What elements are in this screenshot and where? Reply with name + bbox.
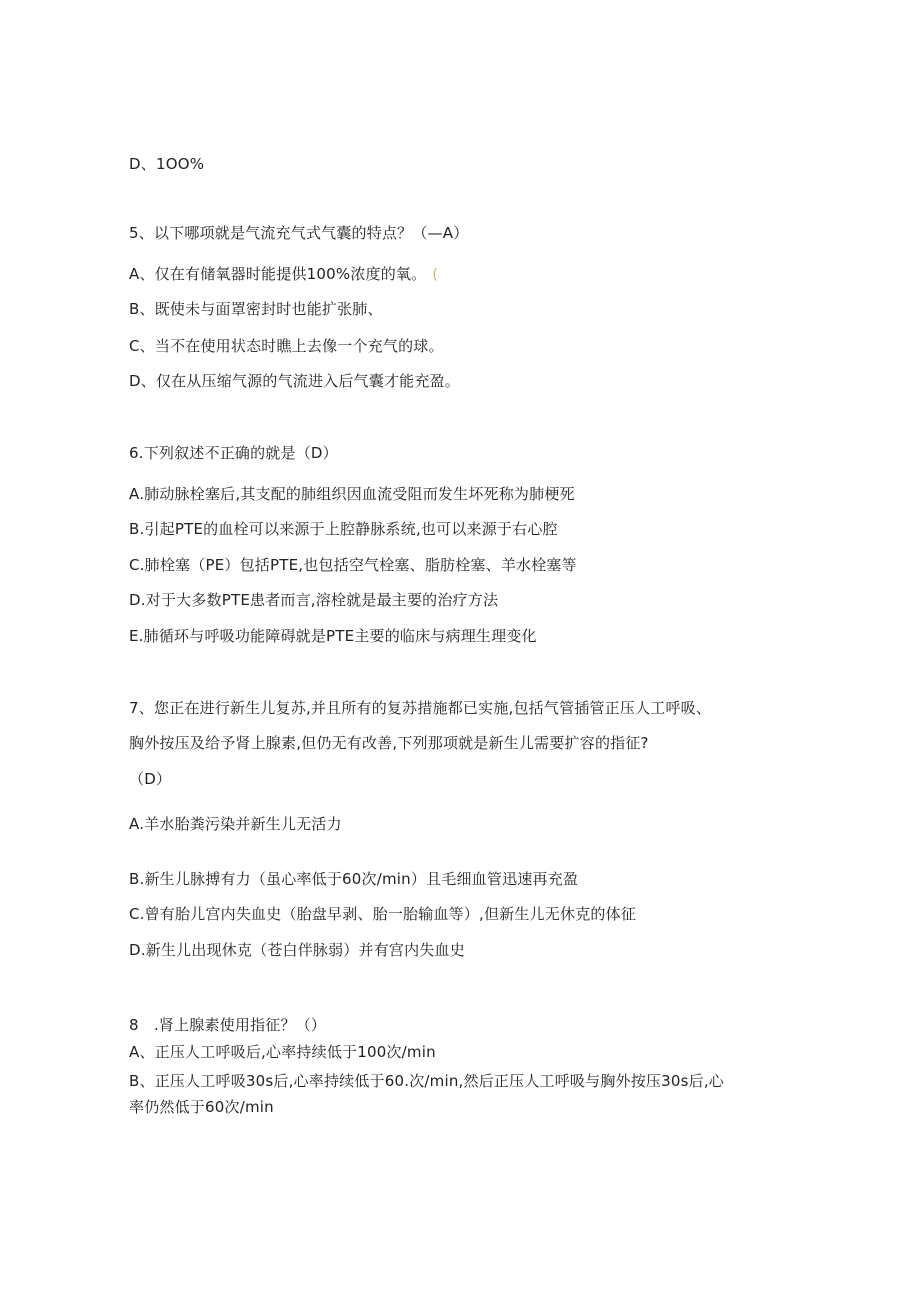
q7-question-line-1: 7、您正在进行新生儿复苏,并且所有的复苏措施都已实施,包括气管插管正压人工呼吸、: [129, 699, 712, 717]
q4-option-d: D、1OO%: [129, 155, 205, 173]
q7-option-a: A.羊水胎粪污染并新生儿无活力: [129, 815, 342, 833]
q8-question: 8 .肾上腺素使用指征？（）: [129, 1016, 327, 1034]
q5-option-d: D、仅在从压缩气源的气流进入后气囊才能充盈。: [129, 372, 460, 390]
q6-question: 6.下列叙述不正确的就是（D）: [129, 444, 338, 462]
q7-option-b: B.新生儿脉搏有力（虽心率低于60次/min）且毛细血管迅速再充盈: [129, 870, 579, 888]
q8-option-b-line-2: 率仍然低于60次/min: [129, 1098, 274, 1116]
q7-option-c: C.曾有胎儿宫内失血史（胎盘早剥、胎一胎输血等）,但新生儿无休克的体征: [129, 905, 637, 923]
q6-option-e: E.肺循环与呼吸功能障碍就是PTE主要的临床与病理生理变化: [129, 627, 537, 645]
q6-option-c: C.肺栓塞（PE）包括PTE,也包括空气栓塞、脂肪栓塞、羊水栓塞等: [129, 556, 577, 574]
q7-question-line-2: 胸外按压及给予肾上腺素,但仍无有改善,下列那项就是新生儿需要扩容的指征?: [129, 734, 649, 752]
q5-question: 5、以下哪项就是气流充气式气囊的特点？（—A）: [129, 224, 469, 242]
q8-option-b-line-1: B、正压人工呼吸30s后,心率持续低于60.次/min,然后正压人工呼吸与胸外按压30s后,心: [129, 1072, 724, 1090]
q5-option-b: B、既使未与面罩密封时也能扩张肺、: [129, 300, 383, 318]
q6-option-b: B.引起PTE的血栓可以来源于上腔静脉系统,也可以来源于右心腔: [129, 520, 558, 538]
q6-option-d: D.对于大多数PTE患者而言,溶栓就是最主要的治疗方法: [129, 591, 499, 609]
q5-option-c: C、当不在使用状态时瞧上去像一个充气的球。: [129, 337, 444, 355]
q7-option-d: D.新生儿出现休克（苍白伴脉弱）并有宫内失血史: [129, 941, 465, 959]
q6-option-a: A.肺动脉栓塞后,其支配的肺组织因血流受阻而发生坏死称为肺梗死: [129, 485, 575, 503]
q5-option-a: [129, 264, 438, 285]
q5-option-a-text: A、仅在有储氧器时能提供100%浓度的氧。: [129, 265, 427, 283]
q8-option-a: A、正压人工呼吸后,心率持续低于100次/min: [129, 1043, 436, 1061]
q5-option-a-mark: (: [432, 267, 439, 283]
q7-answer: （D）: [129, 770, 172, 788]
